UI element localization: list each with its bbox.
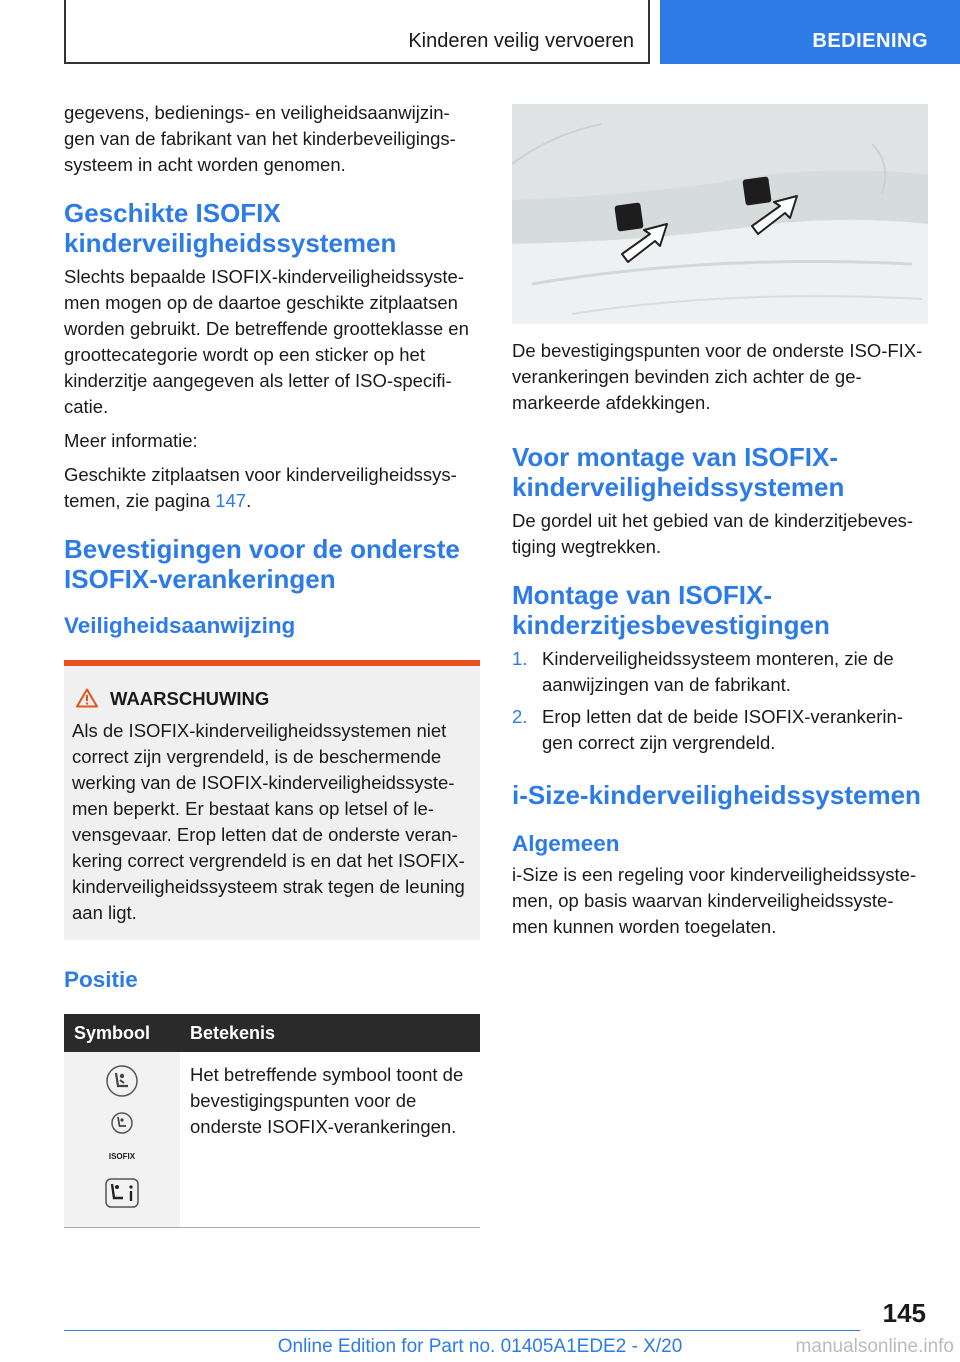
- list-item: [512, 704, 928, 756]
- warning-text: Als de ISOFIX-kinderveiligheidssystemen niet correct zijn vergrendeld, is de beschermende werking van de ISOFIX-kinderveiligheidssyste-men beperkt. Er bestaat kans op letsel of le-vensgevaar. Erop letten dat de onderste veran-kering correct vergrendeld is en dat het ISOFIX-kinderveiligheidssysteem strak tegen de leuning aan ligt.: [72, 720, 465, 923]
- heading-isize: i-Size-kinderveiligheidssystemen: [512, 780, 921, 810]
- left-column: [64, 100, 480, 1228]
- reference-text: Geschikte zitplaatsen voor kinderveiligheidssys-temen, zie pagina: [64, 464, 457, 511]
- table-row: [64, 1052, 480, 1228]
- page-number: 145: [882, 1298, 926, 1328]
- meaning-cell: Het betreffende symbool toont de bevestigingspunten voor de onderste ISOFIX-verankeringen.: [190, 1064, 464, 1137]
- step-text: Kinderveiligheidssysteem monteren, zie de aanwijzingen van de fabrikant.: [542, 648, 894, 695]
- page-link[interactable]: 147: [215, 490, 247, 511]
- right-column: [512, 104, 928, 948]
- table-header-row: [64, 1014, 480, 1052]
- heading-safety: Veiligheidsaanwijzing: [64, 613, 296, 638]
- reference-paragraph: [64, 462, 480, 514]
- child-seat-icon: [64, 1064, 180, 1105]
- heading-anchors: Bevestigingen voor de onderste ISOFIX-verankeringen: [64, 534, 460, 594]
- list-item: [512, 646, 928, 698]
- isize-seat-icon: [64, 1178, 180, 1215]
- isofix-paragraph: Slechts bepaalde ISOFIX-kinderveiligheidssyste-men mogen op de daartoe geschikte zitplaatsen worden gebruikt. De betreffende grootteklasse en groottecategorie wordt op een sticker op het kinderzitje aangegeven als letter of ISO-specifi-catie.: [64, 266, 469, 417]
- more-info-label: Meer informatie:: [64, 430, 198, 451]
- header-section-tab: [64, 0, 650, 64]
- isize-paragraph: i-Size is een regeling voor kinderveiligheidssyste-men, op basis waarvan kinderveiligheidssyste-men kunnen worden toegelaten.: [512, 864, 917, 937]
- heading-mounting: Montage van ISOFIX-kinderzitjesbevestigingen: [512, 580, 830, 640]
- heading-position: Positie: [64, 967, 138, 992]
- col-header-meaning: Betekenis: [180, 1014, 480, 1052]
- warning-box: [64, 660, 480, 940]
- isofix-label: ISOFIX: [108, 1152, 136, 1161]
- footer-divider: [64, 1330, 860, 1331]
- step-text: Erop letten dat de beide ISOFIX-verankerin-gen correct zijn vergrendeld.: [542, 706, 903, 753]
- photo-caption: De bevestigingspunten voor de onderste ISO-FIX-verankeringen bevinden zich achter de ge-markeerde afdekkingen.: [512, 340, 923, 413]
- warning-triangle-icon: [76, 688, 98, 715]
- reference-end: .: [246, 490, 252, 511]
- step-number: 1.: [512, 648, 528, 669]
- warning-heading: [110, 686, 472, 712]
- header-chapter-tab: [660, 0, 960, 64]
- section-title: Kinderen veilig vervoeren: [408, 30, 634, 52]
- heading-isofix-systems: Geschikte ISOFIX kinderveiligheidssystemen: [64, 198, 397, 258]
- footer-watermark: manualsonline.info: [792, 1336, 954, 1358]
- col-header-symbol: Symbool: [64, 1014, 180, 1052]
- warning-title: WAARSCHUWING: [110, 688, 270, 709]
- step-number: 2.: [512, 706, 528, 727]
- heading-before-mounting: Voor montage van ISOFIX-kinderveiligheidssystemen: [512, 442, 845, 502]
- intro-paragraph: gegevens, bedienings- en veiligheidsaanwijzin-gen van de fabrikant van het kinderbeveiligings-systeem in acht worden genomen.: [64, 102, 456, 175]
- symbol-table: [64, 1014, 480, 1228]
- rear-seat-illustration: [512, 104, 928, 324]
- footer-edition: Online Edition for Part no. 01405A1EDE2 - X/20: [277, 1336, 683, 1357]
- symbol-cell: [64, 1052, 180, 1228]
- before-mounting-paragraph: De gordel uit het gebied van de kinderzitjebeves-tiging wegtrekken.: [512, 510, 914, 557]
- isofix-seat-icon: [64, 1111, 180, 1170]
- chapter-title: BEDIENING: [812, 30, 928, 52]
- mounting-steps: [512, 646, 928, 756]
- heading-general: Algemeen: [512, 831, 620, 856]
